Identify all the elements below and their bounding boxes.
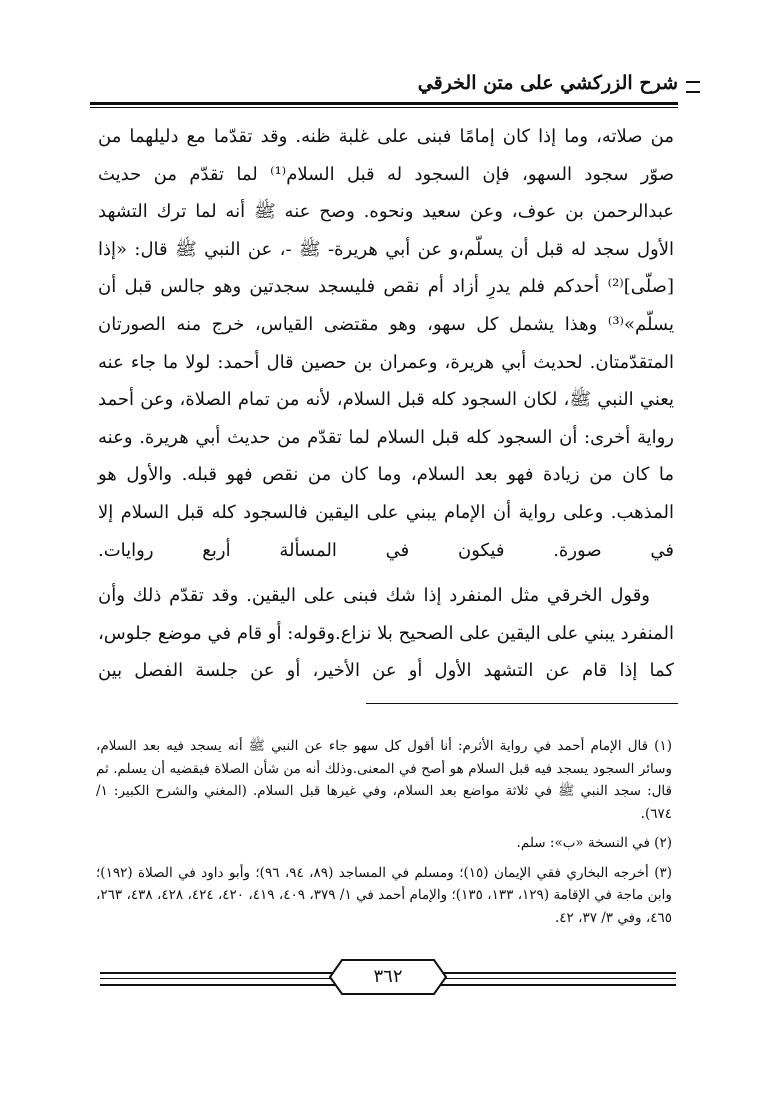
- page-number-badge: [328, 958, 448, 996]
- paragraph: من صلاته، وما إذا كان إمامًا فبنى على غلبة ظنه. وقد تقدّما مع دليلهما من صوّر سجود السهو، فإن السجود له قبل السلام⁽¹⁾ لما تقدّم من حديث عبدالرحمن بن عوف، وعن سعيد ونحوه. وصح عنه ﷺ أنه لما ترك التشهد الأول سجد له قبل أن يسلّم،و عن أبي هريرة- ﷺ -، عن النبي ﷺ قال: «إذا [صلّى]⁽²⁾ أحدكم فلم يدرِ أزاد أم نقص فليسجد سجدتين وهو جالس قبل أن يسلّم»⁽³⁾ وهذا يشمل كل سهو، وهو مقتضى القياس، خرج منه الصورتان المتقدّمتان. لحديث أبي هريرة، وعمران بن حصين قال أحمد: لولا ما جاء عنه يعني النبي ﷺ، لكان السجود كله قبل السلام، لأنه من تمام الصلاة، وعن أحمد رواية أخرى: أن السجود كله قبل السلام لما تقدّم من حديث أبي هريرة. وعنه ما كان من زيادة فهو بعد السلام، وما كان من نقص فهو قبله. والأول هو المذهب. وعلى رواية أن الإمام يبني على اليقين فالسجود كله قبل السلام إلا في صورة. فيكون في المسألة أربع روايات.: [98, 126, 675, 561]
- footnotes: [96, 735, 672, 936]
- footnote-1: (١) قال الإمام أحمد في رواية الأثرم: أنا أقول كل سهو جاء عن النبي ﷺ أنه يسجد فيه بعد السلام، وسائر السجود يسجد فيه قبل السلام هو أصح في المعنى.وذلك أنه من شأن الصلاة فيقضيه أن يسلم. ثم قال: سجد النبي ﷺ في ثلاثة مواضع بعد السلام، وفي غيرها قبل السلام. (المغني والشرح الكبير: ١/ ٦٧٤).: [96, 738, 672, 822]
- main-text: [98, 118, 674, 690]
- running-header: [90, 62, 678, 102]
- footnote-3: (٣) أخرجه البخاري فقي الإيمان (١٥)؛ ومسلم في المساجد (٨٩، ٩٤، ٩٦)؛ وأبو داود في الصلاة (١٩٢)؛ وابن ماجة في الإقامة (١٢٩، ١٣٣، ١٣٥)؛ والإمام أحمد في ١/ ٣٧٩، ٤٠٩، ٤١٩، ٤٢٠، ٤٢٤، ٤٢٨، ٤٣٨، ٢٦٣، ٤٦٥، وفي ٣/ ٣٧، ٤٢.: [96, 864, 673, 926]
- header-rule: [90, 102, 678, 105]
- footnote-2: (٢) في النسخة «ب»: سلم.: [516, 835, 672, 851]
- footnote-separator: [366, 703, 678, 704]
- header-rule-thin: [90, 107, 678, 108]
- paragraph: وقول الخرقي مثل المنفرد إذا شك فبنى على اليقين. وقد تقدّم ذلك وأن المنفرد يبني على اليقين على الصحيح بلا نزاع.وقوله: أو قام في موضع جلوس، كما إذا قام عن التشهد الأول أو عن الأخير، أو عن جلسة الفصل بين: [98, 585, 674, 682]
- header-dash-mark: [686, 81, 700, 93]
- page-footer: [100, 958, 676, 998]
- header-title: شرح الزركشي على متن الخرقي: [417, 72, 678, 94]
- page-number: ٣٦٢: [373, 966, 403, 987]
